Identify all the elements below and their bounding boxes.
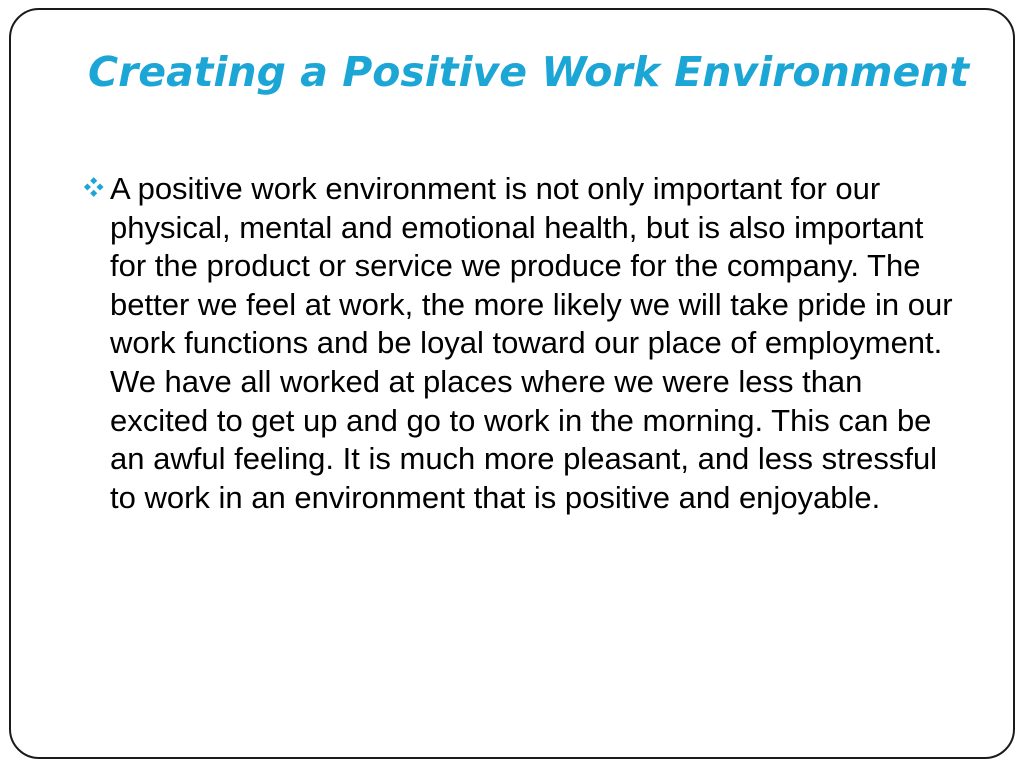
bullet-text: A positive work environment is not only important for our physical, mental and emotional health, but is also important for the product or service we produce for the company. The better we feel at work, the more likely we will take pride in our work functions and be loyal toward our place of employment. We have all worked at places where we were less than excited to get up and go to work in the morning. This can be an awful feeling. It is much more pleasant, and less stressful to work in an environment that is positive and enjoyable. — [110, 171, 953, 515]
bullet-item — [84, 170, 964, 517]
slide-title: Creating a Positive Work Environment — [88, 48, 970, 96]
slide-body — [84, 170, 964, 517]
diamond-bullet-icon — [84, 177, 104, 197]
